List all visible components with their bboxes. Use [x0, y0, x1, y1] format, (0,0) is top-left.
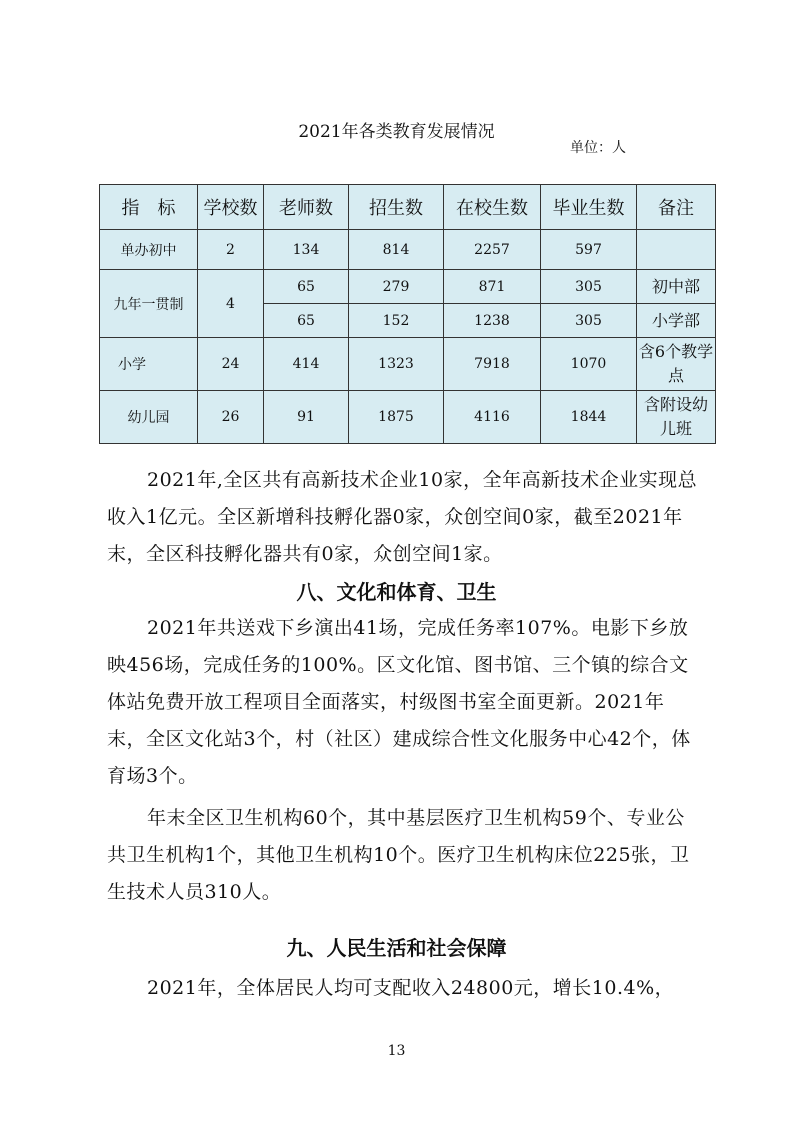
cell-students: 4116 — [444, 391, 541, 444]
education-table — [99, 184, 716, 444]
cell-graduates: 597 — [541, 230, 637, 270]
cell-enrollment: 152 — [349, 304, 444, 338]
table-row — [100, 230, 716, 270]
table-row — [100, 391, 716, 444]
header-graduates: 毕业生数 — [541, 185, 637, 230]
cell-note: 初中部 — [637, 270, 716, 304]
paragraph-text: 2021年，全体居民人均可支配收入24800元，增长10.4%， — [147, 977, 675, 999]
paragraph-income — [107, 970, 702, 1007]
cell-note: 含附设幼儿班 — [637, 391, 716, 444]
cell-enrollment: 814 — [349, 230, 444, 270]
header-students: 在校生数 — [444, 185, 541, 230]
row-name: 单办初中 — [100, 230, 198, 270]
cell-students: 7918 — [444, 338, 541, 391]
cell-teachers: 134 — [264, 230, 349, 270]
header-enrollment: 招生数 — [349, 185, 444, 230]
cell-note — [637, 230, 716, 270]
cell-graduates: 1070 — [541, 338, 637, 391]
paragraph-text: 2021年共送戏下乡演出41场，完成任务率107%。电影下乡放映456场，完成任务的100%。区文化馆、图书馆、三个镇的综合文体站免费开放工程项目全面落实，村级图书室全面更新。2021年末，全区文化站3个，村（社区）建成综合性文化服务中心42个，体育场3个。 — [107, 617, 691, 787]
cell-enrollment: 279 — [349, 270, 444, 304]
cell-schools: 24 — [198, 338, 264, 391]
cell-schools: 2 — [198, 230, 264, 270]
cell-students: 1238 — [444, 304, 541, 338]
cell-teachers: 91 — [264, 391, 349, 444]
cell-teachers: 414 — [264, 338, 349, 391]
header-notes: 备注 — [637, 185, 716, 230]
page-number: 13 — [387, 1043, 406, 1059]
paragraph-text: 年末全区卫生机构60个，其中基层医疗卫生机构59个、专业公共卫生机构1个，其他卫生机构10个。医疗卫生机构床位225张，卫生技术人员310人。 — [107, 807, 690, 903]
cell-enrollment: 1875 — [349, 391, 444, 444]
cell-teachers: 65 — [264, 304, 349, 338]
row-name: 小学 — [100, 338, 198, 391]
cell-teachers: 65 — [264, 270, 349, 304]
cell-enrollment: 1323 — [349, 338, 444, 391]
section-heading-livelihood: 九、人民生活和社会保障 — [286, 936, 507, 960]
section-heading-culture: 八、文化和体育、卫生 — [296, 580, 497, 604]
header-teachers: 老师数 — [264, 185, 349, 230]
paragraph-culture — [107, 610, 702, 795]
cell-students: 871 — [444, 270, 541, 304]
cell-schools: 26 — [198, 391, 264, 444]
paragraph-health — [107, 800, 702, 911]
table-header-row — [100, 185, 716, 230]
unit-label: 单位：人 — [570, 140, 626, 156]
row-name: 幼儿园 — [100, 391, 198, 444]
table-title: 2021年各类教育发展情况 — [298, 122, 495, 142]
header-indicator: 指 标 — [100, 185, 198, 230]
header-schools: 学校数 — [198, 185, 264, 230]
paragraph-tech — [107, 462, 702, 573]
cell-note: 小学部 — [637, 304, 716, 338]
row-name: 九年一贯制 — [100, 270, 198, 338]
paragraph-text: 2021年,全区共有高新技术企业10家，全年高新技术企业实现总收入1亿元。全区新增科技孵化器0家，众创空间0家，截至2021年末，全区科技孵化器共有0家，众创空间1家。 — [107, 469, 698, 565]
table-row — [100, 338, 716, 391]
table-row — [100, 270, 716, 304]
cell-note: 含6个教学点 — [637, 338, 716, 391]
cell-graduates: 1844 — [541, 391, 637, 444]
cell-schools: 4 — [198, 270, 264, 338]
cell-graduates: 305 — [541, 270, 637, 304]
cell-graduates: 305 — [541, 304, 637, 338]
cell-students: 2257 — [444, 230, 541, 270]
